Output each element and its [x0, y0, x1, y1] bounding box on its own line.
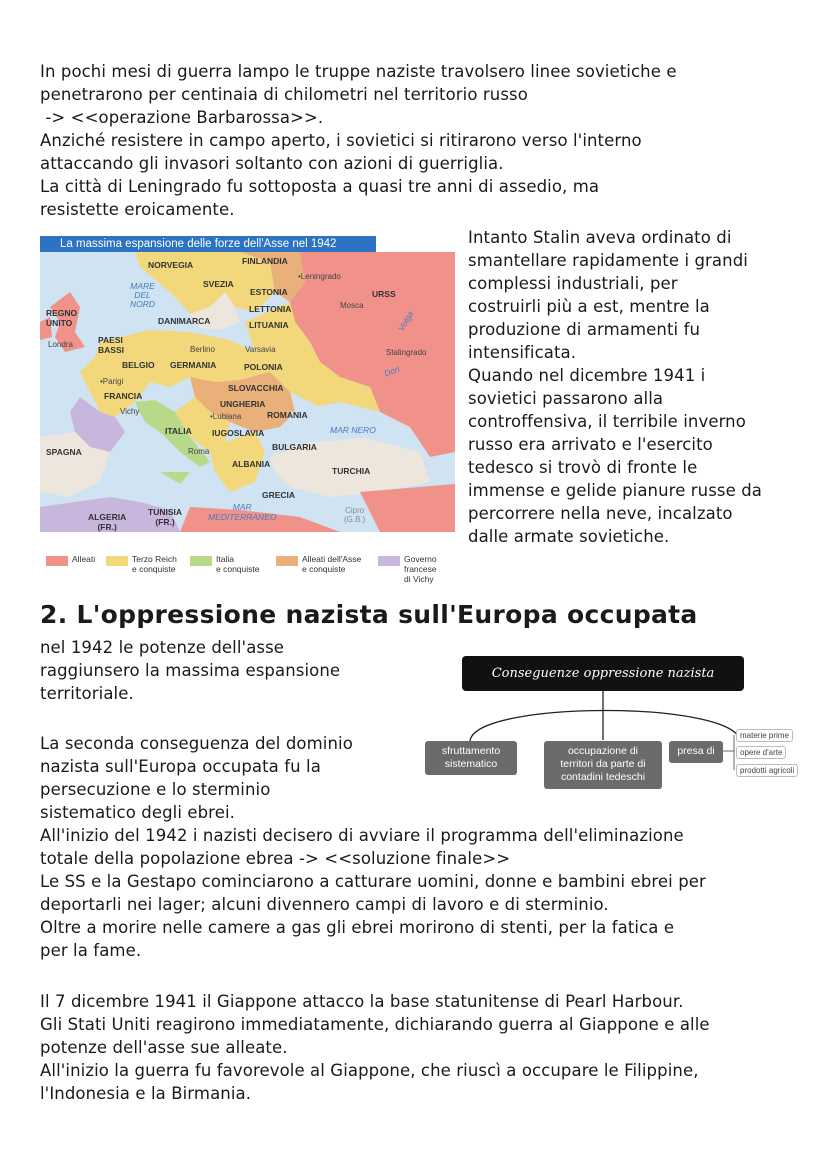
text-line: deportarli nei lager; alcuni divennero campi di lavoro e di sterminio.	[40, 895, 609, 914]
map-label-polonia: POLONIA	[244, 362, 283, 372]
text-line: intensificata.	[468, 343, 577, 362]
map-label-varsavia: Varsavia	[245, 345, 276, 354]
text-line: Oltre a morire nelle camere a gas gli ebrei morirono di stenti, per la fatica e	[40, 918, 675, 937]
map-label-iugoslavia: IUGOSLAVIA	[212, 428, 265, 438]
legend-label: Alleati dell'Asse e conquiste	[302, 554, 362, 574]
map-label-algeria: ALGERIA (FR.)	[88, 512, 127, 532]
mindmap-node-sfruttamento: sfruttamento sistematico	[425, 741, 517, 775]
text-line: dalle armate sovietiche.	[468, 527, 670, 546]
text-line: immense e gelide pianure russe da	[468, 481, 763, 500]
map-label-germania: GERMANIA	[170, 360, 217, 370]
map-label-don: Don	[382, 363, 401, 379]
map-label-parigi: •Parigi	[100, 377, 124, 386]
text-line: russo era arrivato e l'esercito	[468, 435, 713, 454]
text-line: penetrarono per centinaia di chilometri nel territorio russo	[40, 85, 528, 104]
mindmap-node-presa-di: presa di	[669, 741, 723, 763]
map-label-romania: ROMANIA	[267, 410, 308, 420]
map-label-spagna: SPAGNA	[46, 447, 82, 457]
text-line: raggiunsero la massima espansione	[40, 661, 341, 680]
text-line: nel 1942 le potenze dell'asse	[40, 638, 285, 657]
map-label-svezia: SVEZIA	[203, 279, 234, 289]
map-label-paesi-bassi: PAESI BASSI	[98, 335, 124, 355]
text-line: tedesco si trovò di fronte le	[468, 458, 698, 477]
map-label-belgio: BELGIO	[122, 360, 155, 370]
legend-label: Terzo Reich e conquiste	[132, 554, 177, 574]
text-line: Le SS e la Gestapo cominciarono a catturare uomini, donne e bambini ebrei per	[40, 872, 706, 891]
text-line: All'inizio la guerra fu favorevole al Giappone, che riuscì a occupare le Filippine,	[40, 1061, 699, 1080]
map-label-italia: ITALIA	[165, 426, 192, 436]
map-label-roma: Roma	[188, 447, 210, 456]
text-line: totale della popolazione ebrea -> <<soluzione finale>>	[40, 849, 511, 868]
map-label-grecia: GRECIA	[262, 490, 296, 500]
text-line: Intanto Stalin aveva ordinato di	[468, 228, 732, 247]
map-label-ungheria: UNGHERIA	[220, 399, 266, 409]
text-line: sistematico degli ebrei.	[40, 803, 235, 822]
map-label-vichy: Vichy	[120, 407, 140, 416]
text-line: controffensiva, il terribile inverno	[468, 412, 746, 431]
map-label-lituania: LITUANIA	[249, 320, 289, 330]
map-label-bulgaria: BULGARIA	[272, 442, 317, 452]
text-line: produzione di armamenti fu	[468, 320, 701, 339]
map-label-londra: Londra	[48, 340, 73, 349]
map-label-finlandia: FINLANDIA	[242, 256, 288, 266]
text-line: sovietici passarono alla	[468, 389, 664, 408]
text-line: All'inizio del 1942 i nazisti decisero di avviare il programma dell'eliminazione	[40, 826, 684, 845]
legend-label: Alleati	[72, 554, 96, 564]
map-label-mar-mediterraneo: MAR MEDITERRANEO	[208, 502, 277, 522]
map-label-leningrado: •Leningrado	[298, 272, 341, 281]
text-line: La seconda conseguenza del dominio	[40, 734, 353, 753]
map-label-stalingrado: Stalingrado	[386, 348, 427, 357]
text-line: persecuzione e lo sterminio	[40, 780, 271, 799]
map-label-mar-nero: MAR NERO	[330, 425, 376, 435]
text-line: costruirli più a est, mentre la	[468, 297, 710, 316]
map-label-berlino: Berlino	[190, 345, 215, 354]
mindmap-leaf: opere d'arte	[736, 746, 786, 759]
mindmap-leaf: prodotti agricoli	[736, 764, 798, 777]
map-label-turchia: TURCHIA	[332, 466, 371, 476]
map-label-albania: ALBANIA	[232, 459, 271, 469]
map-label-estonia: ESTONIA	[250, 287, 288, 297]
map-label-lettonia: LETTONIA	[249, 304, 292, 314]
map-label-danimarca: DANIMARCA	[158, 316, 211, 326]
map-label-norvegia: NORVEGIA	[148, 260, 194, 270]
map-label-urss: URSS	[372, 289, 396, 299]
map-label-francia: FRANCIA	[104, 391, 143, 401]
text-line: Quando nel dicembre 1941 i	[468, 366, 706, 385]
text-line: attaccando gli invasori soltanto con azioni di guerriglia.	[40, 154, 504, 173]
text-line: percorrere nella neve, incalzato	[468, 504, 733, 523]
text-line: In pochi mesi di guerra lampo le truppe naziste travolsero linee sovietiche e	[40, 62, 677, 81]
legend-label: Italia e conquiste	[216, 554, 260, 574]
text-line: -> <<operazione Barbarossa>>.	[40, 108, 324, 127]
text-line: Gli Stati Uniti reagirono immediatamente, dichiarando guerra al Giappone e alle	[40, 1015, 710, 1034]
text-line: per la fame.	[40, 941, 142, 960]
map-title-text: La massima espansione delle forze dell'Asse nel 1942	[60, 238, 337, 250]
map-label-volga: Volga	[396, 309, 416, 333]
text-line: territoriale.	[40, 684, 134, 703]
map-label-mare-del-nord: MARE DEL NORD	[130, 281, 156, 309]
text-line: smantellare rapidamente i grandi	[468, 251, 748, 270]
map-label-tunisia: TUNISIA (FR.)	[148, 507, 182, 527]
mindmap-leaf: materie prime	[736, 729, 793, 742]
map-label-regno-unito: REGNO UNITO	[46, 308, 78, 328]
mindmap-title: Conseguenze oppressione nazista	[462, 656, 744, 691]
text-line: potenze dell'asse sue alleate.	[40, 1038, 288, 1057]
text-line: complessi industriali, per	[468, 274, 678, 293]
map-label-lubiana: •Lubiana	[210, 412, 242, 421]
text-line: nazista sull'Europa occupata fu la	[40, 757, 321, 776]
text-line: Anziché resistere in campo aperto, i sovietici si ritirarono verso l'interno	[40, 131, 642, 150]
section-heading: 2. L'oppressione nazista sull'Europa occupata	[40, 600, 698, 629]
mindmap-node-occupazione: occupazione di territori da parte di contadini tedeschi	[544, 741, 662, 789]
map-label-mosca: Mosca	[340, 301, 364, 310]
text-line: Il 7 dicembre 1941 il Giappone attacco la base statunitense di Pearl Harbour.	[40, 992, 684, 1011]
text-line: resistette eroicamente.	[40, 200, 235, 219]
map-label-cipro: Cipro (G.B.)	[344, 506, 366, 524]
text-line: La città di Leningrado fu sottoposta a quasi tre anni di assedio, ma	[40, 177, 600, 196]
map-label-slovacchia: SLOVACCHIA	[228, 383, 284, 393]
legend-label: Governo francese di Vichy	[404, 554, 437, 584]
text-line: l'Indonesia e la Birmania.	[40, 1084, 252, 1103]
